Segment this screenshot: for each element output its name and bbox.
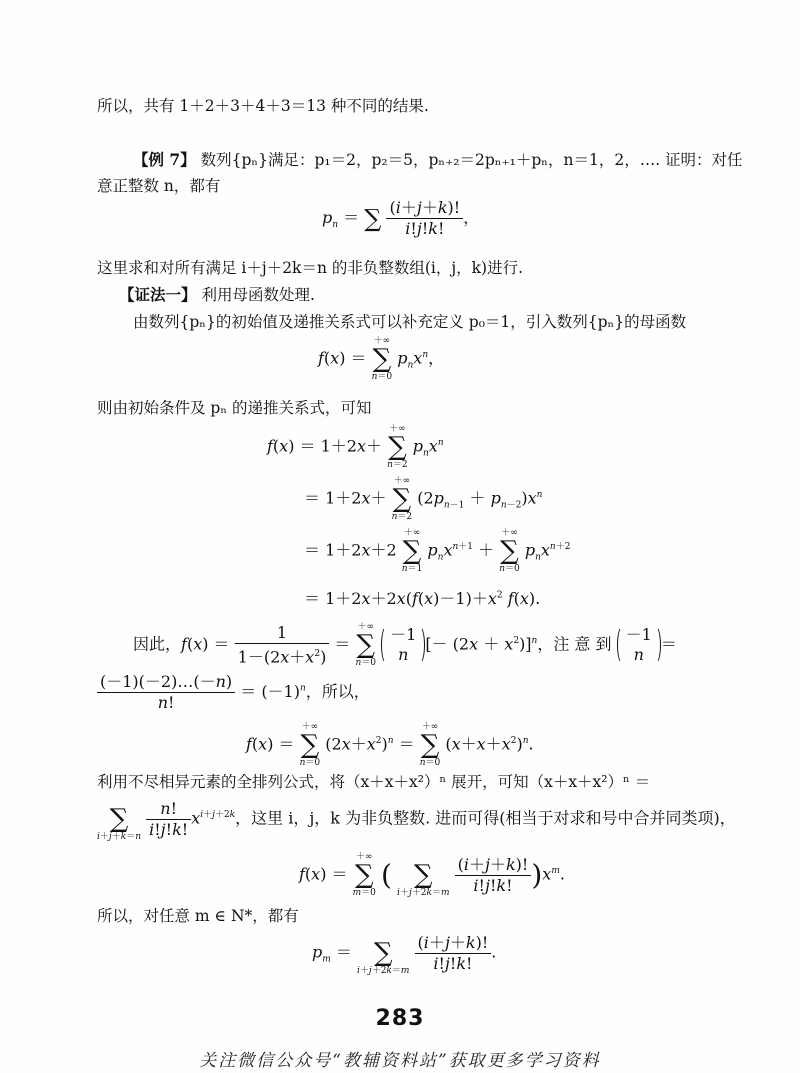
text-line-recurrence-intro: 则由初始条件及 pₙ 的递推关系式，可知: [97, 399, 372, 417]
formula-fx-combined: f(x) ＝ ＋∞ ∑ m＝0 ( ∑ i＋j＋2k＝m $\frac{(i+j+k)!}{i!j!k!}$ )$x^m$.: [299, 852, 565, 898]
therefore-word: 因此，: [133, 634, 182, 654]
text-line-results: 所以，共有 1＋2＋3＋4＋3＝13 种不同的结果.: [97, 97, 429, 115]
formula-binomial-value: $\frac{(-1)(-2)\dots(-n)}{n!}$ ＝ $(-1)^n$，所以，: [97, 672, 370, 713]
formula-multinomial: ∑ i＋j＋k＝n $\frac{n!}{i!j!k!}$ $x^{i+j+2k}$，这里 i，j，k 为非负整数. 进而可得(相当于对求和号中合并同类项)，: [97, 798, 736, 842]
formula-generating-function: f(x) ＝ ＋∞ ∑ n＝0 $p_nx^n$，: [318, 336, 445, 382]
example-7-statement: [133, 150, 743, 170]
text-line-summation-condition: 这里求和对所有满足 i＋j＋2k＝n 的非负整数组(i，j，k)进行.: [97, 259, 524, 277]
example-7-text: 数列{pₙ}满足：p₁＝2，p₂＝5，pₙ₊₂＝2pₙ₊₁＋pₙ，n＝1，2，…. 证明：对任: [195, 151, 743, 169]
formula-fx-expansion: f(x) ＝ ＋∞ ∑ n＝0 $(2x+x^2)^n$ ＝ ＋∞ ∑ n＝0 $(x+x+x^2)^n$.: [246, 722, 534, 768]
text-line-generating-function-intro: 由数列{pₙ}的初始值及递推关系式可以补充定义 p₀＝1，引入数列{pₙ}的母函数: [133, 313, 687, 331]
example-tag: 【例 7】: [133, 150, 196, 169]
text-line-conclusion: 所以，对任意 m ∈ N*，都有: [97, 907, 299, 925]
page-number: 283: [375, 1006, 425, 1031]
formula-pm-result: $p_m$ ＝ ∑ i＋j＋2k＝m $\frac{(i+j+k)!}{i!j!k!}$ .: [312, 932, 497, 976]
note-word: ，注 意 到: [537, 634, 612, 654]
proof-one-text: 利用母函数处理.: [196, 286, 315, 304]
derivation-step-3: ＝ 1＋2x＋2 ＋∞ ∑ n＝1 $p_nx^{n+1}$ ＋ ＋∞ ∑ n＝0 $p_nx^{n+2}$: [304, 528, 571, 574]
formula-therefore-line: 因此，f(x) ＝ $\frac{1}{1-(2x+x^2)}$ ＝ ＋∞ ∑ n＝0 －1 n [－ $(2x + x^2)]^n$，注 意 到 －1 n ＝: [133, 622, 677, 668]
text-line-permutation-formula: 利用不尽相异元素的全排列公式，将（x＋x＋x²）ⁿ 展开，可知（x＋x＋x²）ⁿ ＝: [97, 773, 651, 791]
proof-one-heading: [119, 285, 315, 305]
text-line-every-n: 意正整数 n，都有: [97, 177, 221, 195]
derivation-step-4: ＝ $1+2x+2x(f(x)-1)+x^2$ f(x).: [304, 589, 541, 608]
derivation-step-1: f(x) ＝ 1＋2x＋ ＋∞ ∑ n＝2 $p_nx^n$: [267, 424, 444, 470]
nonnegative-note: ，这里 i，j，k 为非负整数. 进而可得(相当于对求和号中合并同类项)，: [235, 808, 736, 828]
derivation-step-2: ＝ 1＋2x＋ ＋∞ ∑ n＝2 $(2p_{n-1} + p_{n-2})x^n$: [304, 476, 543, 522]
proof-tag: 【证法一】: [119, 285, 197, 304]
formula-pn-sum: $p_n$ ＝ ∑ $\frac{(i+j+k)!}{i!j!k!}$ ，: [322, 198, 480, 238]
footer-watermark-text: 关注微信公众号“教辅资料站”获取更多学习资料: [199, 1051, 601, 1071]
so-word: ，所以，: [305, 682, 370, 701]
